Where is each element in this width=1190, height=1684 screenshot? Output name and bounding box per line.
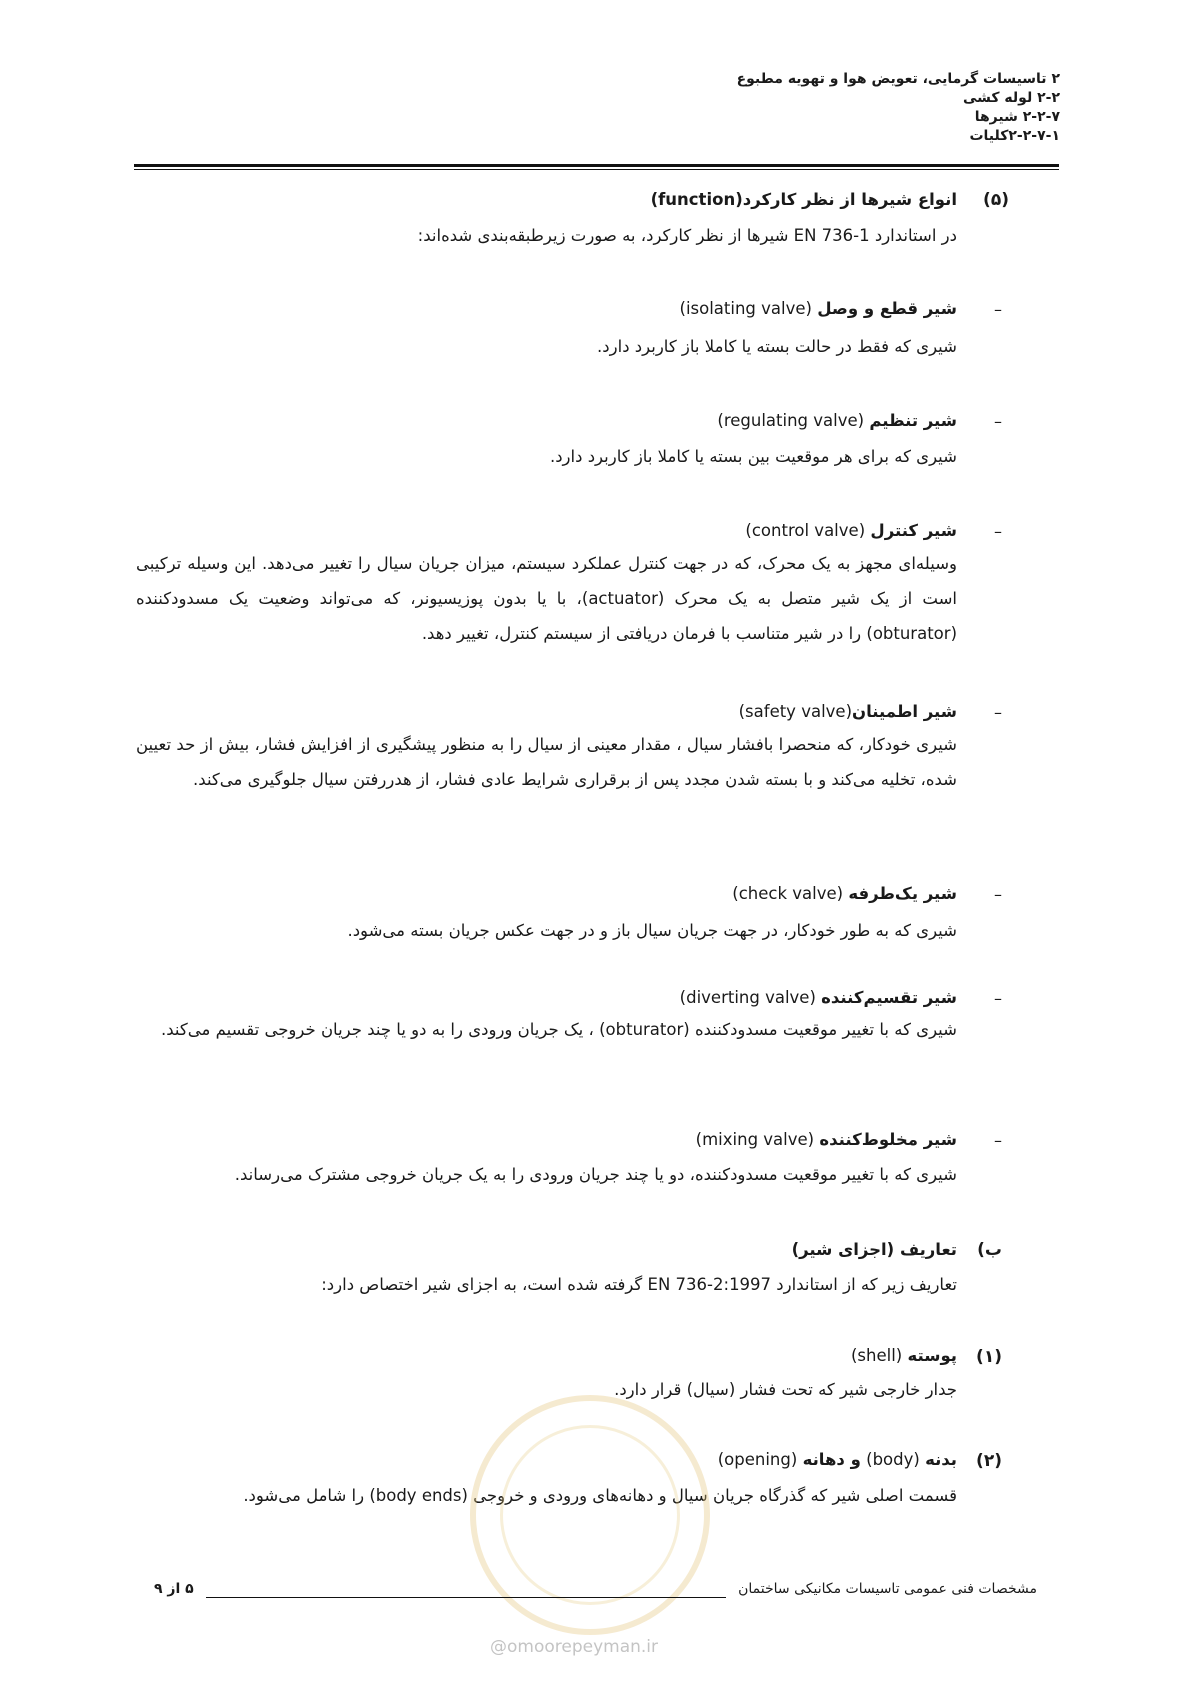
part-2-marker: (۲) [976,1451,1002,1471]
valve-1-name: شیر قطع و وصل [817,299,957,318]
watermark-seal-inner [500,1425,680,1605]
valve-5-title [732,884,957,903]
valve-6-title [680,988,957,1007]
valve-6-name: شیر تقسیم‌کننده [821,988,957,1007]
valve-4-desc: شیری خودکار، که منحصرا بافشار سیال ، مقدار معینی از سیال را به منظور پیشگیری از افزایش فشار، بیش از حد تعیین شده، تخلیه می‌کند و با بسته شدن مجدد پس از برقراری شرایط عادی فشار، از هدررفتن سیال جلوگیری می‌کند. [136,735,957,789]
part-1-marker: (۱) [976,1347,1002,1367]
watermark-url: @omoorepeyman.ir [490,1637,659,1657]
header-line-4: ۲-۲-۷-۱کلیات [969,128,1060,144]
section-5-marker: (۵) [983,190,1009,210]
footer-rule [206,1597,726,1598]
valve-5-name: شیر یک‌طرفه [848,884,957,903]
valve-6-dash: – [994,989,1002,1008]
part-2-title [718,1450,957,1469]
valve-7-latin: (mixing valve) [695,1130,820,1149]
part-1-title [851,1346,957,1365]
header-line-2: ۲-۲ لوله کشی [963,90,1060,106]
section-b-title: تعاریف (اجزای شیر) [791,1240,957,1259]
valve-3-dash: – [994,522,1002,541]
valve-2-dash: – [994,412,1002,431]
valve-2-latin: (regulating valve) [717,411,870,430]
header-rule-thin [134,169,1059,170]
valve-7-dash: – [994,1131,1002,1150]
valve-5-dash: – [994,885,1002,904]
section-b-intro: تعاریف زیر که از استاندارد EN 736-2:1997 گرفته شده است، به اجزای شیر اختصاص دارد: [321,1275,957,1294]
valve-5-latin: (check valve) [732,884,849,903]
valve-7-title [696,1130,957,1149]
valve-2-title [717,411,957,430]
header-line-1: ۲ تاسیسات گرمایی، تعویض هوا و تهویه مطبوع [736,71,1060,87]
valve-1-latin: (isolating valve) [679,299,818,318]
valve-7-name: شیر مخلوط‌کننده [819,1130,957,1149]
valve-1-title [680,299,958,318]
valve-1-desc: شیری که فقط در حالت بسته یا کاملا باز کاربرد دارد. [597,337,957,356]
valve-3-desc: وسیله‌ای مجهز به یک محرک، که در جهت کنترل عملکرد سیستم، میزان جریان سیال را تغییر می‌دهد. این وسیله ترکیبی است از یک شیر متصل به یک محرک (actuator)، با یا بدون پوزیسیونر، که می‌تواند وضعیت یک مسدودکننده (obturator) را در شیر متناسب با فرمان دریافتی از سیستم کنترل، تغییر دهد. [136,554,958,643]
header-line-3: ۲-۲-۷ شیرها [974,109,1060,125]
part-1-desc: جدار خارجی شیر که تحت فشار (سیال) قرار دارد. [614,1380,957,1399]
valve-4-title [739,702,957,721]
valve-4-dash: – [994,703,1002,722]
part-1-latin: (shell) [850,1346,908,1365]
valve-1-dash: – [994,300,1002,319]
page-number: ۵ از ۹ [154,1581,194,1597]
valve-4-name: شیر اطمینان [852,702,957,721]
valve-3-title [745,521,957,540]
valve-2-desc: شیری که برای هر موقعیت بین بسته یا کاملا باز کاربرد دارد. [549,447,957,466]
valve-4-latin: (safety valve) [738,702,853,721]
section-5-title: انواع شیرها از نظر کارکرد(function) [650,190,957,209]
valve-2-name: شیر تنظیم [869,411,957,430]
valve-5-desc: شیری که به طور خودکار، در جهت جریان سیال باز و در جهت عکس جریان بسته می‌شود. [347,921,957,940]
valve-6-latin: (diverting valve) [679,988,822,1007]
footer-title: مشخصات فنی عمومی تاسیسات مکانیکی ساختمان [738,1581,1037,1597]
part-2-name2: و دهانه [802,1450,861,1469]
valve-6-desc: شیری که با تغییر موقعیت مسدودکننده (obturator) ، یک جریان ورودی را به دو یا چند جریان خروجی تقسیم می‌کند. [161,1020,957,1039]
page-header [460,70,1060,146]
part-2-desc: قسمت اصلی شیر که گذرگاه جریان سیال و دهانه‌های ورودی و خروجی (body ends) را شامل می‌شود. [243,1486,957,1505]
part-1-name: پوسته [907,1346,957,1365]
part-2-name: بدنه [925,1450,957,1469]
header-rule-thick [134,164,1059,167]
valve-7-desc: شیری که با تغییر موقعیت مسدودکننده، دو یا چند جریان ورودی را به یک جریان خروجی مشترک می‌رساند. [234,1165,957,1184]
part-2-latin: (body) [860,1450,926,1469]
part-2-latin2: (opening) [717,1450,803,1469]
valve-3-name: شیر کنترل [870,521,957,540]
section-b-marker: ب) [977,1240,1002,1260]
section-5-intro: در استاندارد EN 736-1 شیرها از نظر کارکرد، به صورت زیرطبقه‌بندی شده‌اند: [417,226,957,245]
valve-3-latin: (control valve) [745,521,871,540]
